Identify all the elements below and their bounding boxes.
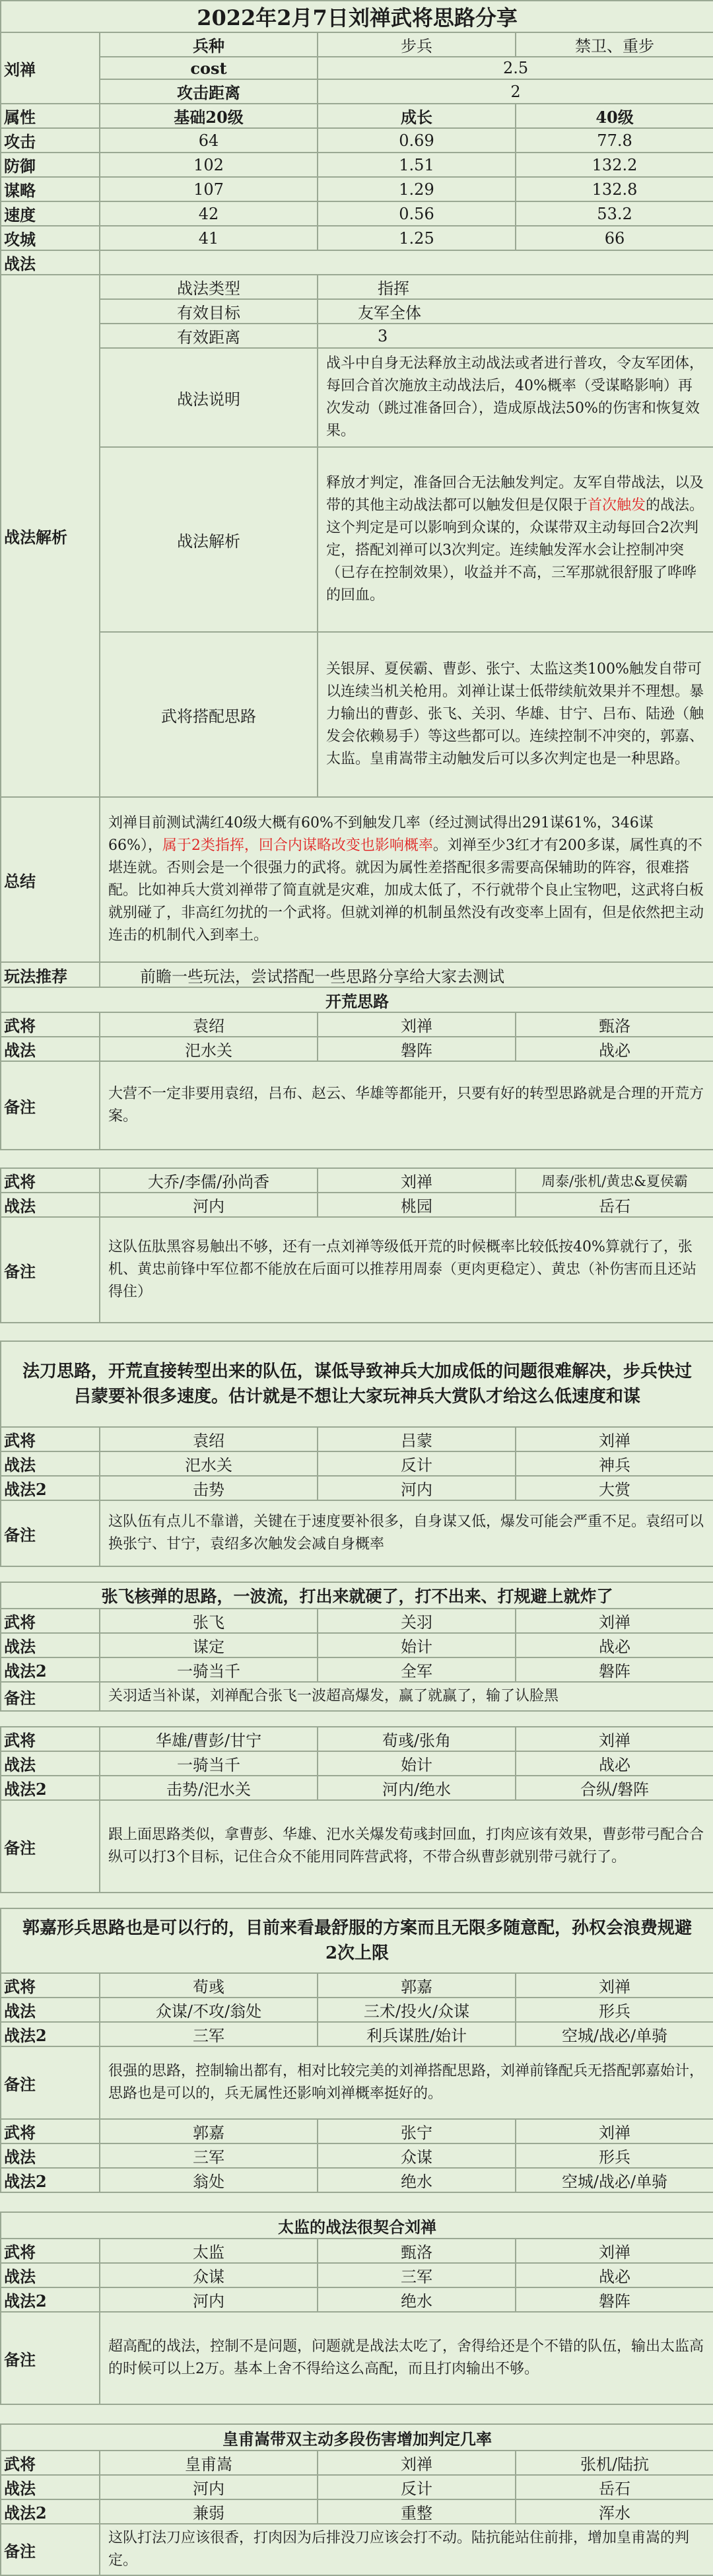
row-label: 战法 xyxy=(1,2263,100,2287)
row-label: 战法 xyxy=(1,2475,100,2499)
note-text: 关羽适当补谋，刘禅配合张飞一波超高爆发，赢了就赢了，输了认脸黑 xyxy=(100,1682,713,1711)
cell: 53.2 xyxy=(516,201,713,226)
cell: 一骑当千 xyxy=(100,1657,318,1682)
play-text: 前瞻一些玩法，尝试搭配一些思路分享给大家去测试 xyxy=(100,962,713,987)
cell: 岳石 xyxy=(516,2475,713,2499)
row-label: 战法2 xyxy=(1,2168,100,2192)
note-text: 超高配的战法，控制不是问题，问题就是战法太吃了，舍得给还是个不错的队伍，输出太监高的时候可以上2万。基本上舍不得给这么高配，而且打肉输出不够。 xyxy=(100,2312,713,2404)
row-label: 战法2 xyxy=(1,1776,100,1800)
text: 。刘禅至少3红才有200多谋，属性真的不堪连就。否则会是一个很强力的武将。就因为属性差搭配很多需要高保辅助的阵容，很难搭配。比如神兵大赏刘禅带了简直就是灾难，加成太低了，不行就带个良止宝物吧，这武将白板就别碰了，非高红勿扰的一个武将。但就刘禅的机制虽然没有改变率上固有，但是依然把主动连击的机制代入到率土。 xyxy=(108,837,704,944)
cell: 甄洛 xyxy=(516,1012,713,1037)
cell: 战法解析 xyxy=(100,447,318,632)
zhanfa-label: 战法 xyxy=(1,250,100,275)
cell: 三术/投火/众谋 xyxy=(318,1998,516,2022)
text: 释放才判定，准备回合无法触发判定。友军自带战法，以及带的其他主动战法都可以触发但是仅限于 xyxy=(326,475,704,514)
cell: 0.69 xyxy=(318,128,516,153)
stat-label: 防御 xyxy=(1,153,100,177)
cell: 刘禅 xyxy=(516,1609,713,1633)
cell: 汜水关 xyxy=(100,1037,318,1061)
cell: 107 xyxy=(100,177,318,201)
cell: 大赏 xyxy=(516,1476,713,1500)
cell: 102 xyxy=(100,153,318,177)
cell: 河内 xyxy=(100,2287,318,2312)
cell: 3 xyxy=(318,324,713,348)
row-label: 备注 xyxy=(1,2312,100,2404)
cell: 汜水关 xyxy=(100,1451,318,1476)
cell: 众谋 xyxy=(100,2263,318,2287)
cell: 形兵 xyxy=(516,1998,713,2022)
cell: 42 xyxy=(100,201,318,226)
cell: 合纵/磐阵 xyxy=(516,1776,713,1800)
cell: 1.25 xyxy=(318,226,516,250)
row-label: 备注 xyxy=(1,2524,100,2575)
cell: 河内 xyxy=(318,1476,516,1500)
cell: 张机/陆抗 xyxy=(516,2451,713,2475)
cell: 重整 xyxy=(318,2499,516,2524)
note-text: 跟上面思路类似，拿曹彭、华雄、汜水关爆发荀彧封回血，打肉应该有效果，曹彭带弓配合合纵可以打3个目标，记住合众不能用同阵营武将，不带合纵曹彭就别带弓就行了。 xyxy=(100,1800,713,1893)
row-label: 战法2 xyxy=(1,1657,100,1682)
cell: 太监 xyxy=(100,2239,318,2263)
cell: 三军 xyxy=(100,2022,318,2046)
row-label: 战法2 xyxy=(1,2022,100,2046)
cell: 袁绍 xyxy=(100,1427,318,1451)
cell: 刘禅 xyxy=(318,1168,516,1193)
hero-label: 刘禅 xyxy=(1,32,100,104)
cell: 绝水 xyxy=(318,2287,516,2312)
cell: 甄洛 xyxy=(318,2239,516,2263)
cell: 77.8 xyxy=(516,128,713,153)
note-text: 很强的思路，控制输出都有，相对比较完美的刘禅搭配思路，刘禅前锋配兵无搭配郭嘉始计，思路也是可以的，兵无属性还影响刘禅概率挺好的。 xyxy=(100,2046,713,2119)
stat-label: 速度 xyxy=(1,201,100,226)
cell: 64 xyxy=(100,128,318,153)
summary-text xyxy=(100,797,713,962)
cell: 战必 xyxy=(516,1633,713,1657)
zhanfa-desc: 战斗中自身无法释放主动战法或者进行普攻，令友军团体，每回合首次施放主动战法后，40%概率（受谋略影响）再次发动（跳过准备回合），造成原战法50%的伤害和恢复效果。 xyxy=(318,348,713,447)
cell: 一骑当千 xyxy=(100,1751,318,1776)
row-label: 战法 xyxy=(1,1998,100,2022)
row-label: 备注 xyxy=(1,1217,100,1323)
section-title: 太监的战法很契合刘禅 xyxy=(1,2212,713,2239)
cell: 步兵 xyxy=(318,32,516,57)
summary-label: 总结 xyxy=(1,797,100,962)
cell: 2.5 xyxy=(318,57,713,79)
attr-label: 属性 xyxy=(1,104,100,128)
stat-label: 谋略 xyxy=(1,177,100,201)
row-label: 战法 xyxy=(1,1451,100,1476)
cell: 刘禅 xyxy=(516,2239,713,2263)
analysis-label: 战法解析 xyxy=(1,275,100,797)
section-title: 郭嘉形兵思路也是可以行的，目前来看最舒服的方案而且无限多随意配，孙权会浪费规避2次上限 xyxy=(1,1908,713,1973)
row-label: 武将 xyxy=(1,2451,100,2475)
cell: 空城/战必/单骑 xyxy=(516,2022,713,2046)
row-label: 战法 xyxy=(1,1633,100,1657)
cell: 桃园 xyxy=(318,1193,516,1217)
cell: cost xyxy=(100,57,318,79)
cell: 刘禅 xyxy=(516,1427,713,1451)
cell: 三军 xyxy=(318,2263,516,2287)
cell: 大乔/李儒/孙尚香 xyxy=(100,1168,318,1193)
section-title: 法刀思路，开荒直接转型出来的队伍，谋低导致神兵大加成低的问题很难解决，步兵快过吕蒙要补很多速度。估计就是不想让大家玩神兵大赏队才给这么低速度和谋 xyxy=(1,1341,713,1427)
cell: 始计 xyxy=(318,1751,516,1776)
stat-label: 攻击 xyxy=(1,128,100,153)
cell: 众谋/不攻/翁处 xyxy=(100,1998,318,2022)
cell: 击势/汜水关 xyxy=(100,1776,318,1800)
cell: 0.56 xyxy=(318,201,516,226)
cell: 1.51 xyxy=(318,153,516,177)
cell: 战必 xyxy=(516,2263,713,2287)
cell: 攻击距离 xyxy=(100,79,318,104)
pair-text: 关银屏、夏侯霸、曹彭、张宁、太监这类100%触发自带可以连续当机关枪用。刘禅让谋士低带续航效果并不理想。暴力输出的曹彭、张飞、关羽、华雄、甘宁、吕布、陆逊（触发会依赖易手）等这些都可以。连续控制不冲突的，郭嘉、太监。皇甫嵩带主动触发后可以多次判定也是一种思路。 xyxy=(318,632,713,797)
cell: 张宁 xyxy=(318,2119,516,2143)
section-title: 皇甫嵩带双主动多段伤害增加判定几率 xyxy=(1,2424,713,2451)
cell: 空城/战必/单骑 xyxy=(516,2168,713,2192)
cell: 磐阵 xyxy=(318,1037,516,1061)
cell: 河内/绝水 xyxy=(318,1776,516,1800)
cell: 张飞 xyxy=(100,1609,318,1633)
cell: 有效距离 xyxy=(100,324,318,348)
page-title: 2022年2月7日刘禅武将思路分享 xyxy=(1,1,713,32)
cell: 兵种 xyxy=(100,32,318,57)
cell: 全军 xyxy=(318,1657,516,1682)
cell: 众谋 xyxy=(318,2143,516,2168)
cell: 刘禅 xyxy=(318,1012,516,1037)
highlight-text: 属于2类指挥，回合内谋略改变也影响概率 xyxy=(162,837,433,854)
cell: 武将搭配思路 xyxy=(100,632,318,797)
cell: 指挥 xyxy=(318,275,713,299)
cell: 形兵 xyxy=(516,2143,713,2168)
cell: 132.8 xyxy=(516,177,713,201)
cell: 成长 xyxy=(318,104,516,128)
row-label: 战法 xyxy=(1,1751,100,1776)
cell: 华雄/曹彭/甘宁 xyxy=(100,1727,318,1751)
note-text: 这队打法刀应该很香，打肉因为后排没刀应该会打不动。陆抗能站住前排，增加皇甫嵩的判定。 xyxy=(100,2524,713,2575)
cell: 郭嘉 xyxy=(100,2119,318,2143)
row-label: 战法 xyxy=(1,2143,100,2168)
row-label: 备注 xyxy=(1,1500,100,1566)
cell: 反计 xyxy=(318,2475,516,2499)
cell: 41 xyxy=(100,226,318,250)
cell: 三军 xyxy=(100,2143,318,2168)
row-label: 武将 xyxy=(1,1609,100,1633)
cell: 岳石 xyxy=(516,1193,713,1217)
row-label: 战法 xyxy=(1,1193,100,1217)
text: 的战法。这个判定是可以影响到众谋的，众谋带双主动每回合2次判定，搭配刘禅可以3次判定。连续触发浑水会让控制冲突（已存在控制效果），收益并不高，三军那就很舒服了哗哗的回血。 xyxy=(326,497,704,604)
cell: 袁绍 xyxy=(100,1012,318,1037)
row-label: 战法2 xyxy=(1,1476,100,1500)
cell: 磐阵 xyxy=(516,1657,713,1682)
cell: 40级 xyxy=(516,104,713,128)
row-label: 战法 xyxy=(1,1037,100,1061)
cell: 友军全体 xyxy=(318,299,713,324)
cell: 利兵谋胜/始计 xyxy=(318,2022,516,2046)
row-label: 备注 xyxy=(1,1061,100,1150)
cell: 周泰/张机/黄忠&夏侯霸 xyxy=(516,1168,713,1193)
cell: 基础20级 xyxy=(100,104,318,128)
cell: 皇甫嵩 xyxy=(100,2451,318,2475)
cell: 66 xyxy=(516,226,713,250)
cell: 神兵 xyxy=(516,1451,713,1476)
stat-label: 攻城 xyxy=(1,226,100,250)
row-label: 战法2 xyxy=(1,2499,100,2524)
row-label: 武将 xyxy=(1,1168,100,1193)
zhanfa-analysis xyxy=(318,447,713,632)
cell: 荀彧/张角 xyxy=(318,1727,516,1751)
row-label: 备注 xyxy=(1,1682,100,1711)
cell: 2 xyxy=(318,79,713,104)
cell: 刘禅 xyxy=(516,1973,713,1998)
row-label: 武将 xyxy=(1,1012,100,1037)
cell: 始计 xyxy=(318,1633,516,1657)
text: 刘禅目前测试满红40级大概有60%不到触发几率（经过测试得出291谋61%，346谋66%）， xyxy=(108,815,654,854)
play-label: 玩法推荐 xyxy=(1,962,100,987)
cell: 绝水 xyxy=(318,2168,516,2192)
row-label: 武将 xyxy=(1,1727,100,1751)
cell: 战必 xyxy=(516,1751,713,1776)
cell: 战法说明 xyxy=(100,348,318,447)
note-text: 这队伍肽黑容易触出不够，还有一点刘禅等级低开荒的时候概率比较低按40%算就行了，张机、黄忠前锋中军位都不能放在后面可以推荐用周泰（更肉更稳定）、黄忠（补伤害而且还站得住） xyxy=(100,1217,713,1323)
cell: 反计 xyxy=(318,1451,516,1476)
cell: 吕蒙 xyxy=(318,1427,516,1451)
row-label: 备注 xyxy=(1,1800,100,1893)
highlight-text: 首次触发 xyxy=(588,497,646,514)
row-label: 武将 xyxy=(1,1973,100,1998)
cell: 翁处 xyxy=(100,2168,318,2192)
cell: 关羽 xyxy=(318,1609,516,1633)
cell: 132.2 xyxy=(516,153,713,177)
cell: 有效目标 xyxy=(100,299,318,324)
cell: 郭嘉 xyxy=(318,1973,516,1998)
cell: 磐阵 xyxy=(516,2287,713,2312)
cell: 荀彧 xyxy=(100,1973,318,1998)
cell: 谋定 xyxy=(100,1633,318,1657)
row-label: 武将 xyxy=(1,2239,100,2263)
cell: 击势 xyxy=(100,1476,318,1500)
section-title: 开荒思路 xyxy=(1,987,713,1012)
cell: 刘禅 xyxy=(516,2119,713,2143)
cell: 战必 xyxy=(516,1037,713,1061)
cell: 河内 xyxy=(100,2475,318,2499)
cell: 禁卫、重步 xyxy=(516,32,713,57)
cell: 兼弱 xyxy=(100,2499,318,2524)
note-text: 这队伍有点儿不靠谱，关键在于速度要补很多，自身谋又低，爆发可能会严重不足。袁绍可以换张宁、甘宁，袁绍多次触发会减自身概率 xyxy=(100,1500,713,1566)
cell: 刘禅 xyxy=(318,2451,516,2475)
cell: 战法类型 xyxy=(100,275,318,299)
row-label: 武将 xyxy=(1,1427,100,1451)
row-label: 备注 xyxy=(1,2046,100,2119)
cell: 刘禅 xyxy=(516,1727,713,1751)
cell: 1.29 xyxy=(318,177,516,201)
row-label: 武将 xyxy=(1,2119,100,2143)
cell: 浑水 xyxy=(516,2499,713,2524)
cell: 河内 xyxy=(100,1193,318,1217)
section-title: 张飞核弹的思路，一波流，打出来就硬了，打不出来、打规避上就炸了 xyxy=(1,1582,713,1609)
note-text: 大营不一定非要用袁绍，吕布、赵云、华雄等都能开，只要有好的转型思路就是合理的开荒方案。 xyxy=(100,1061,713,1150)
row-label: 战法2 xyxy=(1,2287,100,2312)
